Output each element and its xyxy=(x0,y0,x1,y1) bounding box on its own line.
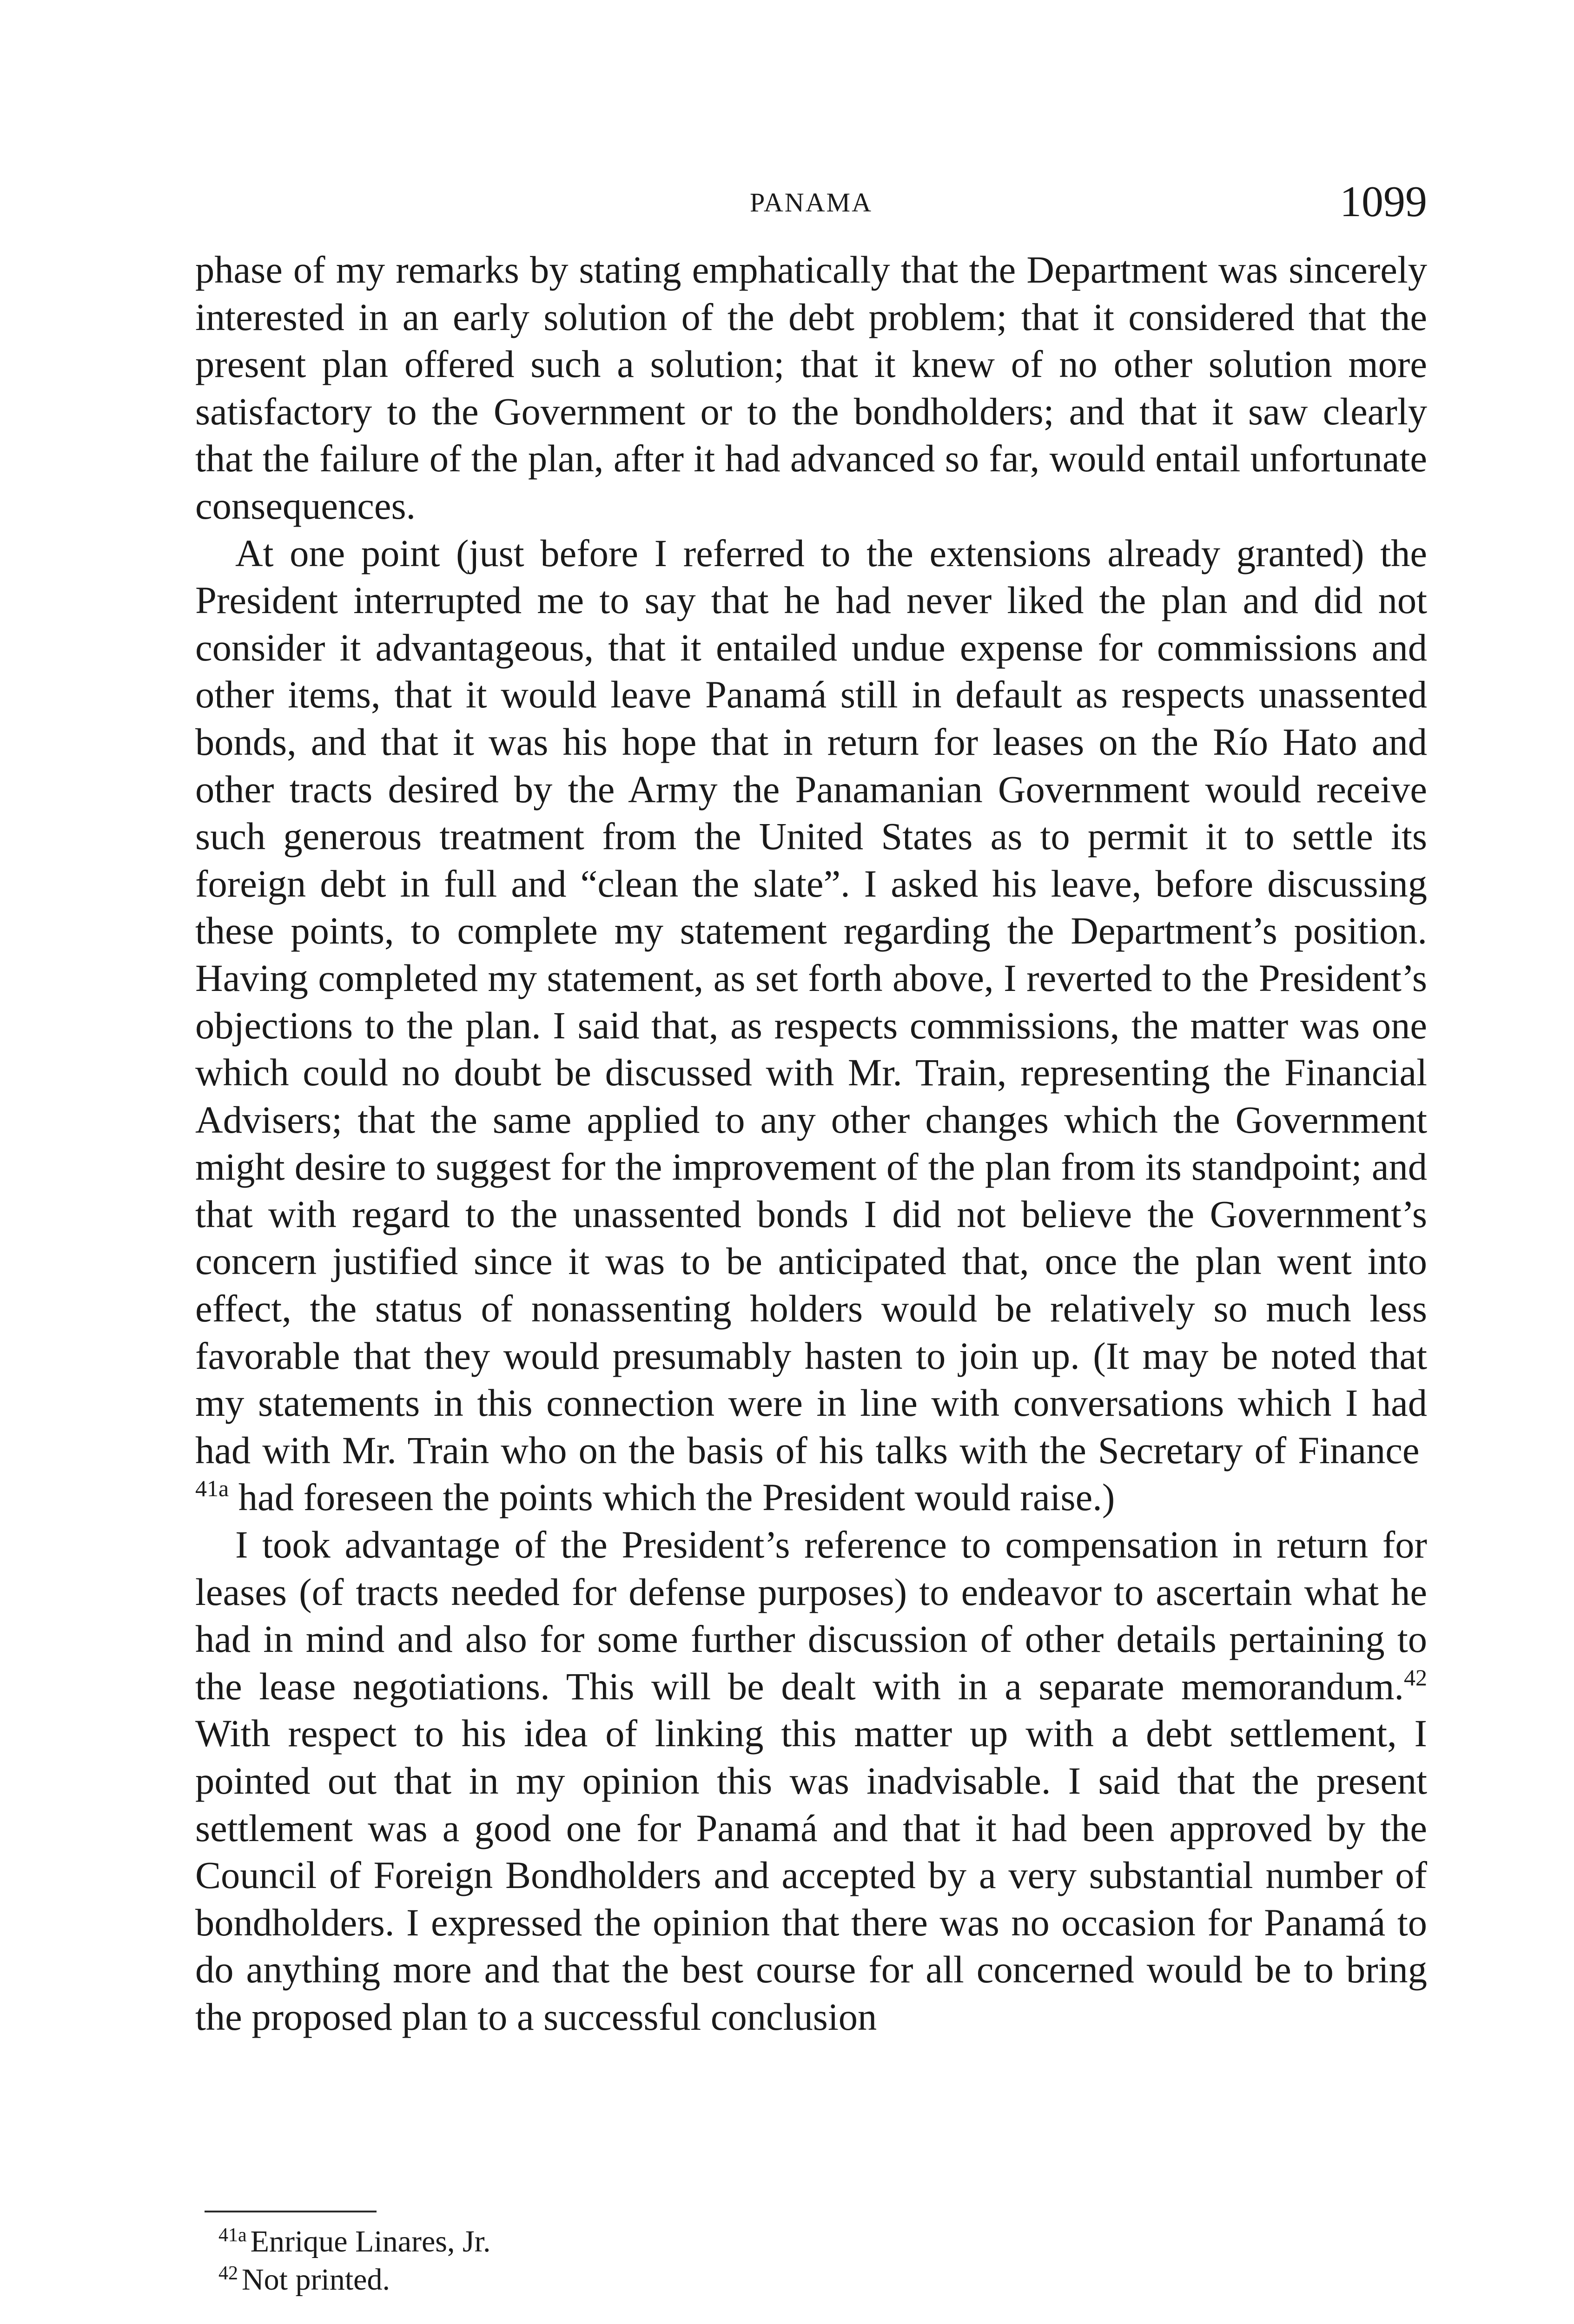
footnote-text: Enrique Linares, Jr. xyxy=(250,2225,491,2258)
footnote-reference-42[interactable]: 42 xyxy=(1404,1664,1427,1690)
running-head xyxy=(195,177,1427,228)
page-number: 1099 xyxy=(1340,178,1427,226)
paragraph-3 xyxy=(195,1521,1427,2041)
paragraph-text: At one point (just before I referred to the extensions already granted) the President interrupted me to say that he had never liked the plan and did not consider it advantageous, that it entailed undue expense for commissions and other items, that it would leave Panamá still in default as respects unassented bonds, and that it was his hope that in return for leases on the Río Hato and other tracts desired by the Army the Panamanian Government would receive such generous treatment from the United States as to permit it to settle its foreign debt in full and “clean the slate”. I asked his leave, before discussing these points, to complete my statement regarding the Department’s position. Having completed my statement, as set forth above, I reverted to the President’s objections to the plan. I said that, as respects commissions, the matter was one which could no doubt be discussed with Mr. Train, representing the Financial Advisers; that the same applied to any other changes which the Government might desire to suggest for the improvement of the plan from its standpoint; and that with regard to the unassented bonds I did not believe the Government’s concern justified since it was to be anticipated that, once the plan went into effect, the status of nonassenting holders would be relatively so much less favorable that they would presumably hasten to join up. (It may be noted that my statements in this connection were in line with conversations which I had had with Mr. Train who on the basis of his talks with the Secretary of Finance xyxy=(195,531,1427,1472)
footnote-reference-41a[interactable]: 41a xyxy=(195,1475,229,1502)
body-text xyxy=(195,246,1427,2041)
footnote-text: Not printed. xyxy=(242,2263,390,2297)
footnotes xyxy=(218,2225,1334,2301)
footnote-divider xyxy=(205,2211,377,2212)
running-title: PANAMA xyxy=(749,187,873,218)
paragraph-text-continued: With respect to his idea of linking this matter up with a debt settlement, I pointed out that in my opinion this was inadvisable. I said that the present settlement was a good one for Panamá and that it had been approved by the Council of Foreign Bondholders and accepted by a very substantial number of bondholders. I expressed the opinion that there was no occasion for Panamá to do anything more and that the best course for all concerned would be to bring the proposed plan to a successful conclusion xyxy=(195,1712,1427,2038)
footnote-41a xyxy=(218,2225,1334,2263)
paragraph-1 xyxy=(195,246,1427,530)
footnote-42 xyxy=(218,2263,1334,2301)
paragraph-2 xyxy=(195,530,1427,1521)
footnote-marker: 42 xyxy=(218,2263,238,2284)
paragraph-text: phase of my remarks by stating emphatically that the Department was sincerely interested in an early solution of the debt problem; that it considered that the present plan offered such a solution; that it knew of no other solution more satisfactory to the Government or to the bondholders; and that it saw clearly that the failure of the plan, after it had advanced so far, would entail unfortunate consequences. xyxy=(195,248,1427,527)
paragraph-text-continued: had foreseen the points which the President would raise.) xyxy=(229,1476,1115,1519)
paragraph-text: I took advantage of the President’s reference to compensation in return for leases (of tracts needed for defense purposes) to endeavor to ascertain what he had in mind and also for some further discussion of other details pertaining to the lease negotiations. This will be dealt with in a separate memorandum. xyxy=(195,1523,1427,1708)
footnote-marker: 41a xyxy=(218,2225,247,2246)
